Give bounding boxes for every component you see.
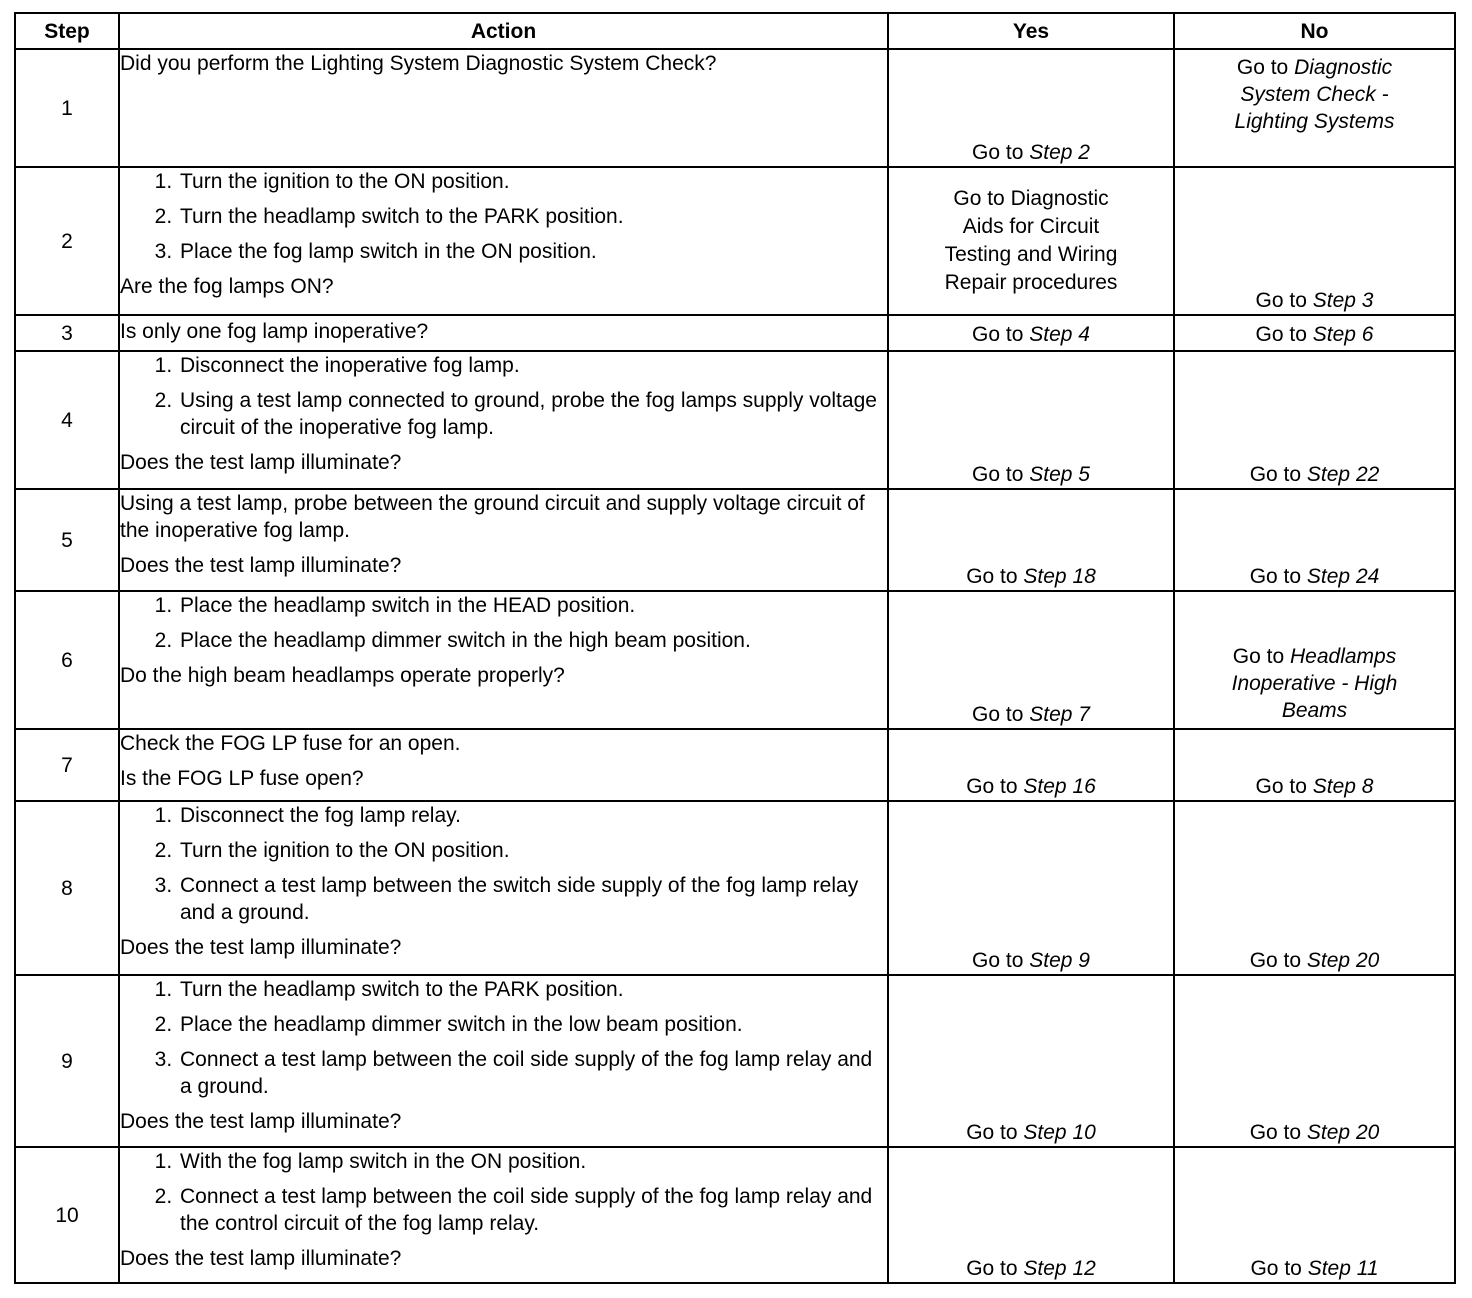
step-link: Step 3 bbox=[1312, 289, 1374, 312]
list-item: 2. Turn the ignition to the ON position. bbox=[178, 837, 887, 864]
step-link: Step 9 bbox=[1029, 949, 1090, 972]
question: Does the test lamp illuminate? bbox=[120, 554, 402, 577]
action-cell bbox=[119, 1147, 888, 1283]
action-cell bbox=[119, 49, 888, 167]
list-item: 2. Using a test lamp connected to ground, probe the fog lamps supply voltage circuit of the inoperative fog lamp. bbox=[178, 387, 887, 441]
diagnostic-table bbox=[14, 12, 1456, 1284]
step-number: 5 bbox=[15, 489, 119, 591]
step-link: Step 5 bbox=[1029, 463, 1090, 486]
step-number: 2 bbox=[15, 167, 119, 315]
step-link: Step 18 bbox=[1023, 565, 1096, 588]
step-number: 6 bbox=[15, 591, 119, 729]
table-row bbox=[15, 351, 1455, 489]
instruction-list bbox=[120, 802, 887, 926]
list-item: 2. Place the headlamp dimmer switch in the low beam position. bbox=[178, 1011, 887, 1038]
no-cell: Go to Step 3 bbox=[1174, 167, 1455, 315]
yes-cell: Go to Step 5 bbox=[888, 351, 1174, 489]
step-number: 3 bbox=[15, 315, 119, 351]
instruction-text: Using a test lamp, probe between the ground circuit and supply voltage circuit of the inoperative fog lamp. bbox=[120, 492, 865, 542]
step-link: Step 12 bbox=[1023, 1257, 1096, 1280]
list-item: 1. Disconnect the inoperative fog lamp. bbox=[178, 352, 887, 379]
no-cell: Go to Step 6 bbox=[1174, 315, 1455, 351]
step-number: 8 bbox=[15, 801, 119, 975]
action-cell bbox=[119, 489, 888, 591]
step-link: Step 2 bbox=[1029, 141, 1090, 164]
list-item: 2. Connect a test lamp between the coil side supply of the fog lamp relay and the control circuit of the fog lamp relay. bbox=[178, 1183, 887, 1237]
step-number: 7 bbox=[15, 729, 119, 801]
yes-cell: Go to Step 16 bbox=[888, 729, 1174, 801]
header-step: Step bbox=[15, 13, 119, 49]
question: Does the test lamp illuminate? bbox=[120, 1110, 402, 1133]
instruction-list bbox=[120, 168, 887, 265]
action-cell bbox=[119, 167, 888, 315]
question: Is only one fog lamp inoperative? bbox=[120, 320, 429, 343]
yes-cell: Go to Step 18 bbox=[888, 489, 1174, 591]
procedure-link: Headlamps bbox=[1289, 645, 1397, 668]
no-cell: Go to Step 20 bbox=[1174, 801, 1455, 975]
header-row bbox=[15, 13, 1455, 49]
step-link: Step 22 bbox=[1306, 463, 1380, 486]
table-row bbox=[15, 49, 1455, 167]
table-row bbox=[15, 975, 1455, 1147]
step-link: Step 6 bbox=[1312, 323, 1374, 346]
yes-cell: Go to Step 12 bbox=[888, 1147, 1174, 1283]
header-no: No bbox=[1174, 13, 1455, 49]
question: Are the fog lamps ON? bbox=[120, 275, 334, 298]
step-number: 9 bbox=[15, 975, 119, 1147]
table-row bbox=[15, 801, 1455, 975]
action-cell bbox=[119, 975, 888, 1147]
action-cell bbox=[119, 315, 888, 351]
instruction-list bbox=[120, 352, 887, 441]
step-number: 4 bbox=[15, 351, 119, 489]
yes-cell: Go to Step 10 bbox=[888, 975, 1174, 1147]
list-item: 2. Place the headlamp dimmer switch in the high beam position. bbox=[178, 627, 887, 654]
table-row bbox=[15, 167, 1455, 315]
yes-cell: Go to Step 9 bbox=[888, 801, 1174, 975]
action-cell bbox=[119, 729, 888, 801]
instruction-list bbox=[120, 976, 887, 1100]
header-action: Action bbox=[119, 13, 888, 49]
list-item: 1. Disconnect the fog lamp relay. bbox=[178, 802, 887, 829]
step-link: Step 24 bbox=[1306, 565, 1380, 588]
table-row bbox=[15, 729, 1455, 801]
yes-cell: Go to Step 7 bbox=[888, 591, 1174, 729]
no-cell: Go to Headlamps Inoperative - High Beams bbox=[1174, 591, 1455, 729]
step-link: Step 4 bbox=[1029, 323, 1090, 346]
step-link: Step 20 bbox=[1306, 1121, 1380, 1144]
step-link: Step 20 bbox=[1306, 949, 1380, 972]
no-cell: Go to Step 20 bbox=[1174, 975, 1455, 1147]
step-link: Step 16 bbox=[1023, 775, 1096, 798]
table-row bbox=[15, 591, 1455, 729]
table-row bbox=[15, 315, 1455, 351]
no-cell: Go to Step 11 bbox=[1174, 1147, 1455, 1283]
action-cell bbox=[119, 801, 888, 975]
action-cell bbox=[119, 591, 888, 729]
yes-cell: Go to Step 4 bbox=[888, 315, 1174, 351]
instruction-text: Check the FOG LP fuse for an open. bbox=[120, 732, 461, 755]
step-link: Step 10 bbox=[1023, 1121, 1096, 1144]
list-item: 1. With the fog lamp switch in the ON position. bbox=[178, 1148, 887, 1175]
action-cell bbox=[119, 351, 888, 489]
question: Does the test lamp illuminate? bbox=[120, 1247, 402, 1270]
header-yes: Yes bbox=[888, 13, 1174, 49]
instruction-list bbox=[120, 592, 887, 654]
list-item: 2. Turn the headlamp switch to the PARK position. bbox=[178, 203, 887, 230]
no-cell: Go to Step 22 bbox=[1174, 351, 1455, 489]
step-link: Step 8 bbox=[1312, 775, 1374, 798]
step-link: Step 7 bbox=[1029, 703, 1090, 726]
step-number: 10 bbox=[15, 1147, 119, 1283]
question: Does the test lamp illuminate? bbox=[120, 936, 402, 959]
list-item: 1. Turn the headlamp switch to the PARK position. bbox=[178, 976, 887, 1003]
instruction-list bbox=[120, 1148, 887, 1237]
yes-cell: Go to Diagnostic Aids for Circuit Testing and Wiring Repair procedures bbox=[888, 167, 1174, 315]
step-number: 1 bbox=[15, 49, 119, 167]
list-item: 1. Place the headlamp switch in the HEAD position. bbox=[178, 592, 887, 619]
list-item: 3. Place the fog lamp switch in the ON position. bbox=[178, 238, 887, 265]
table-row bbox=[15, 489, 1455, 591]
table-row bbox=[15, 1147, 1455, 1283]
question: Does the test lamp illuminate? bbox=[120, 451, 402, 474]
list-item: 1. Turn the ignition to the ON position. bbox=[178, 168, 887, 195]
list-item: 3. Connect a test lamp between the switch side supply of the fog lamp relay and a ground. bbox=[178, 872, 887, 926]
procedure-link: Diagnostic bbox=[1294, 56, 1393, 79]
list-item: 3. Connect a test lamp between the coil side supply of the fog lamp relay and a ground. bbox=[178, 1046, 887, 1100]
question: Is the FOG LP fuse open? bbox=[120, 767, 364, 790]
yes-cell: Go to Step 2 bbox=[888, 49, 1174, 167]
step-link: Step 11 bbox=[1307, 1257, 1379, 1280]
question: Did you perform the Lighting System Diagnostic System Check? bbox=[120, 52, 717, 75]
question: Do the high beam headlamps operate properly? bbox=[120, 664, 565, 687]
no-cell: Go to Step 8 bbox=[1174, 729, 1455, 801]
no-cell: Go to Step 24 bbox=[1174, 489, 1455, 591]
no-cell: Go to Diagnostic System Check - Lighting Systems bbox=[1174, 49, 1455, 167]
